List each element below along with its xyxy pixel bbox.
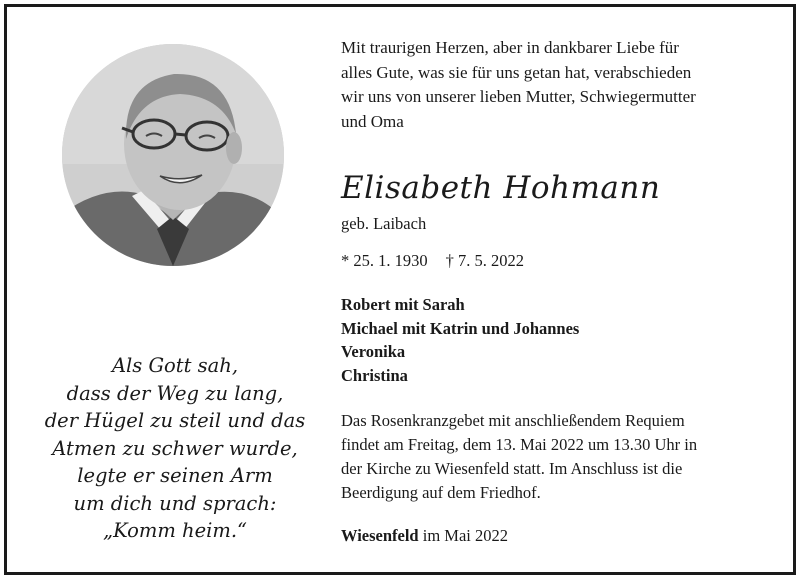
family-member: Robert mit Sarah bbox=[341, 295, 465, 314]
service-info bbox=[341, 409, 761, 505]
death-date: † 7. 5. 2022 bbox=[445, 251, 524, 270]
maiden-name: geb. Laibach bbox=[341, 214, 427, 233]
poem-line: „Komm heim.“ bbox=[102, 519, 248, 542]
deceased-name: Elisabeth Hohmann bbox=[341, 170, 661, 206]
closing-date: im Mai 2022 bbox=[422, 526, 508, 545]
intro-line: Mit traurigen Herzen, aber in dankbarer Liebe für bbox=[341, 38, 679, 57]
life-dates bbox=[341, 251, 761, 271]
notice-column bbox=[341, 36, 761, 546]
place-name: Wiesenfeld bbox=[341, 526, 419, 545]
closing-line bbox=[341, 526, 761, 546]
birth-date: * 25. 1. 1930 bbox=[341, 251, 428, 270]
poem-line: Als Gott sah, bbox=[111, 354, 239, 377]
service-line: findet am Freitag, dem 13. Mai 2022 um 13.30 Uhr in bbox=[341, 435, 698, 454]
family-list bbox=[341, 293, 761, 387]
intro-text bbox=[341, 36, 761, 134]
service-line: Das Rosenkranzgebet mit anschließendem Requiem bbox=[341, 411, 685, 430]
intro-line: wir uns von unserer lieben Mutter, Schwiegermutter bbox=[341, 87, 696, 106]
poem-line: legte er seinen Arm bbox=[77, 464, 273, 487]
poem bbox=[20, 352, 330, 545]
intro-line: und Oma bbox=[341, 111, 404, 131]
poem-line: der Hügel zu steil und das bbox=[44, 409, 306, 432]
family-member: Veronika bbox=[341, 342, 406, 361]
family-member: Christina bbox=[341, 365, 408, 385]
poem-line: dass der Weg zu lang, bbox=[66, 381, 284, 405]
portrait-photo bbox=[62, 44, 284, 266]
intro-line: alles Gute, was sie für uns getan hat, verabschieden bbox=[341, 62, 692, 82]
poem-line: um dich und sprach: bbox=[73, 491, 277, 515]
family-member: Michael mit Katrin und Johannes bbox=[341, 318, 580, 338]
service-line: Beerdigung auf dem Friedhof. bbox=[341, 483, 541, 502]
service-line: der Kirche zu Wiesenfeld statt. Im Anschluss ist die bbox=[341, 459, 683, 478]
poem-line: Atmen zu schwer wurde, bbox=[52, 436, 298, 460]
